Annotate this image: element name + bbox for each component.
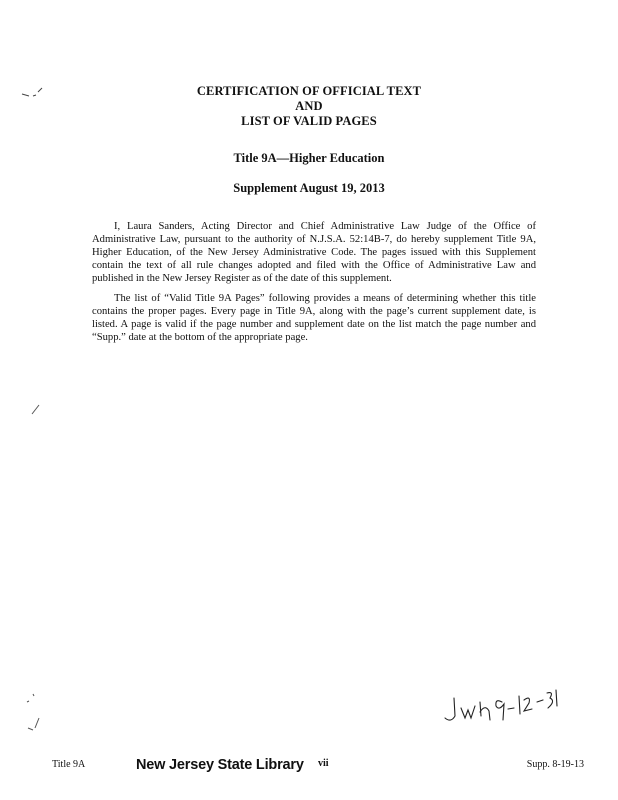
- certification-header: [0, 84, 618, 129]
- paragraph-2: The list of “Valid Title 9A Pages” following provides a means of determining whether this title contains the proper pages. Every page in Title 9A, along with the page’s current supplement date, is listed. A page is valid if the page number and supplement date on the list match the page number and “Supp.” date at the bottom of the appropriate page.: [92, 293, 536, 343]
- header-line-1: CERTIFICATION OF OFFICIAL TEXT: [196, 84, 422, 98]
- valid-pages-paragraph: [92, 292, 536, 344]
- title-heading: Title 9A—Higher Education: [233, 151, 385, 165]
- handwritten-signature: [440, 682, 564, 732]
- header-line-3: LIST OF VALID PAGES: [241, 114, 377, 128]
- footer-title: Title 9A: [52, 759, 86, 770]
- library-stamp: New Jersey State Library: [136, 757, 304, 773]
- margin-mark-2: [30, 402, 42, 416]
- supplement-date-heading: Supplement August 19, 2013: [233, 181, 385, 195]
- paragraph-1: I, Laura Sanders, Acting Director and Chief Administrative Law Judge of the Office of Administrative Law, pursuant to the authority of N.J.S.A. 52:14B-7, do hereby supplement Title 9A, Higher Education, of the New Jersey Administrative Code. The pages issued with this Supplement contain the text of all rule changes adopted and filed with the Office of Administrative Law and published in the New Jersey Register as of the date of this supplement.: [92, 221, 536, 284]
- margin-mark-3: [24, 690, 42, 738]
- margin-mark-1: [20, 86, 44, 100]
- footer-supplement: Supp. 8-19-13: [526, 759, 584, 770]
- page-number: vii: [318, 758, 329, 769]
- header-line-2: AND: [295, 99, 323, 113]
- certification-paragraph: [92, 220, 536, 285]
